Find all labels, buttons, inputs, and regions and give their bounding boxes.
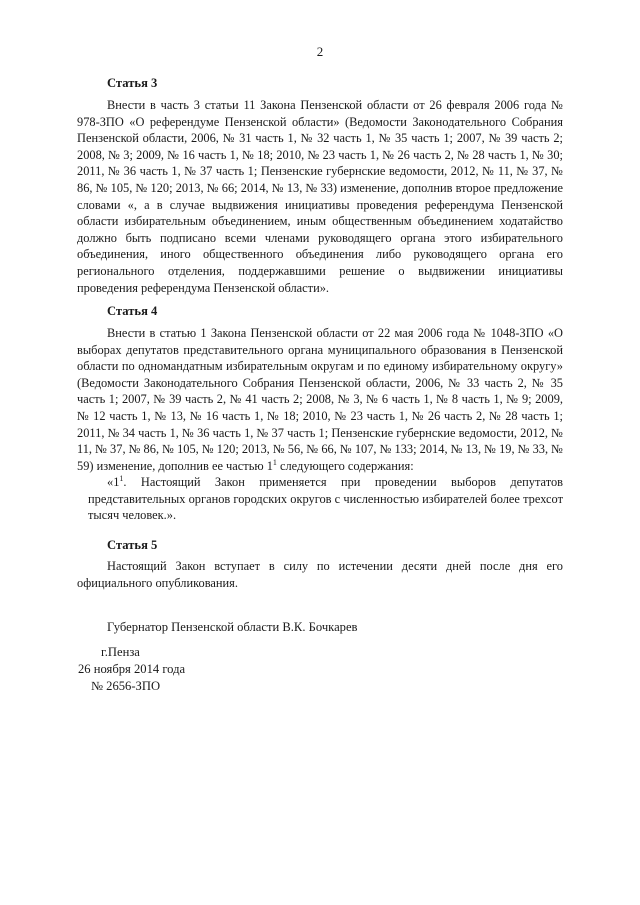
quote-superscript: 1	[119, 473, 124, 483]
article-3-text: Внести в часть 3 статьи 11 Закона Пензенской области от 26 февраля 2006 года № 978-ЗПО «О референдуме Пензенской области» (Ведомости Законодательного Собрания Пензенской области, 2006, № 31 часть 1, № 32 часть 1, № 35 часть 1; 2007, № 39 часть 2; 2008, № 3; 2009, № 16 часть 1, № 18; 2010, № 23 часть 1, № 26 часть 2, № 28 часть 1, № 30; 2011, № 36 часть 1, № 37 часть 1; Пензенские губернские ведомости, 2012, № 11, № 37, № 86, № 105, № 120; 2013, № 66; 2014, № 13, № 33) изменение, дополнив второе предложение словами «, а в случае выдвижения инициативы проведения референдума Пензенской области избирательным объединением, иным общественным объединением ходатайство должно быть подписано всеми членами руководящего органа этого избирательного объединения, иного общественного объединения либо руководящего органа его регионального отделения, поддержавшими решение о выдвижении инициативы проведения референдума Пензенской области».	[77, 98, 563, 295]
quote-first-text: . Настоящий Закон применяется при проведении выборов депутатов	[123, 475, 563, 489]
article-4-body-end: следующего содержания:	[280, 458, 414, 473]
quote-first-line	[77, 474, 563, 491]
law-number: № 2656-ЗПО	[91, 679, 161, 693]
quote-prefix: «1	[107, 475, 120, 489]
quote-rest: представительных органов городских округов с численностью избирателей более трехсот тысяч человек.».	[88, 491, 563, 523]
article-4-body: Внести в статью 1 Закона Пензенской области от 22 мая 2006 года № 1048-ЗПО «О выборах депутатов представительного органа муниципального образования в Пензенской области по одномандатным избирательным округам и по единому избирательному округу» (Ведомости Законодательного Собрания Пензенской области, 2006, № 33 часть 2, № 35 часть 1; 2007, № 39 часть 2, № 41 часть 2; 2008, № 3, № 6 часть 1, № 8 часть 1, № 9; 2009, № 12 часть 1, № 13, № 16 часть 1, № 18; 2010, № 23 часть 1, № 26 часть 2, № 28 часть 1; 2011, № 34 часть 1, № 36 часть 1, № 37 часть 1; Пензенские губернские ведомости, 2012, № 11, № 37, № 86, № 105, № 120; 2013, № 56, № 66, № 107, № 133; 2014, № 13, № 19, № 33, № 59) изменение, дополнив ее частью 1	[77, 326, 563, 473]
article-4-heading: Статья 4	[107, 304, 158, 318]
signature-city: г.Пенза	[101, 645, 140, 659]
governor-signature: Губернатор Пензенской области В.К. Бочкарев	[107, 620, 358, 634]
article-5-text: Настоящий Закон вступает в силу по истечении десяти дней после дня его официального опубликования.	[77, 559, 563, 590]
article-4-text	[77, 325, 563, 474]
article-4-quote	[77, 474, 563, 524]
page-number: 2	[316, 44, 324, 59]
article-4-part-superscript: 1	[272, 457, 277, 467]
article-5-heading: Статья 5	[107, 538, 158, 552]
article-3-heading: Статья 3	[107, 76, 158, 90]
signature-date: 26 ноября 2014 года	[78, 662, 186, 676]
